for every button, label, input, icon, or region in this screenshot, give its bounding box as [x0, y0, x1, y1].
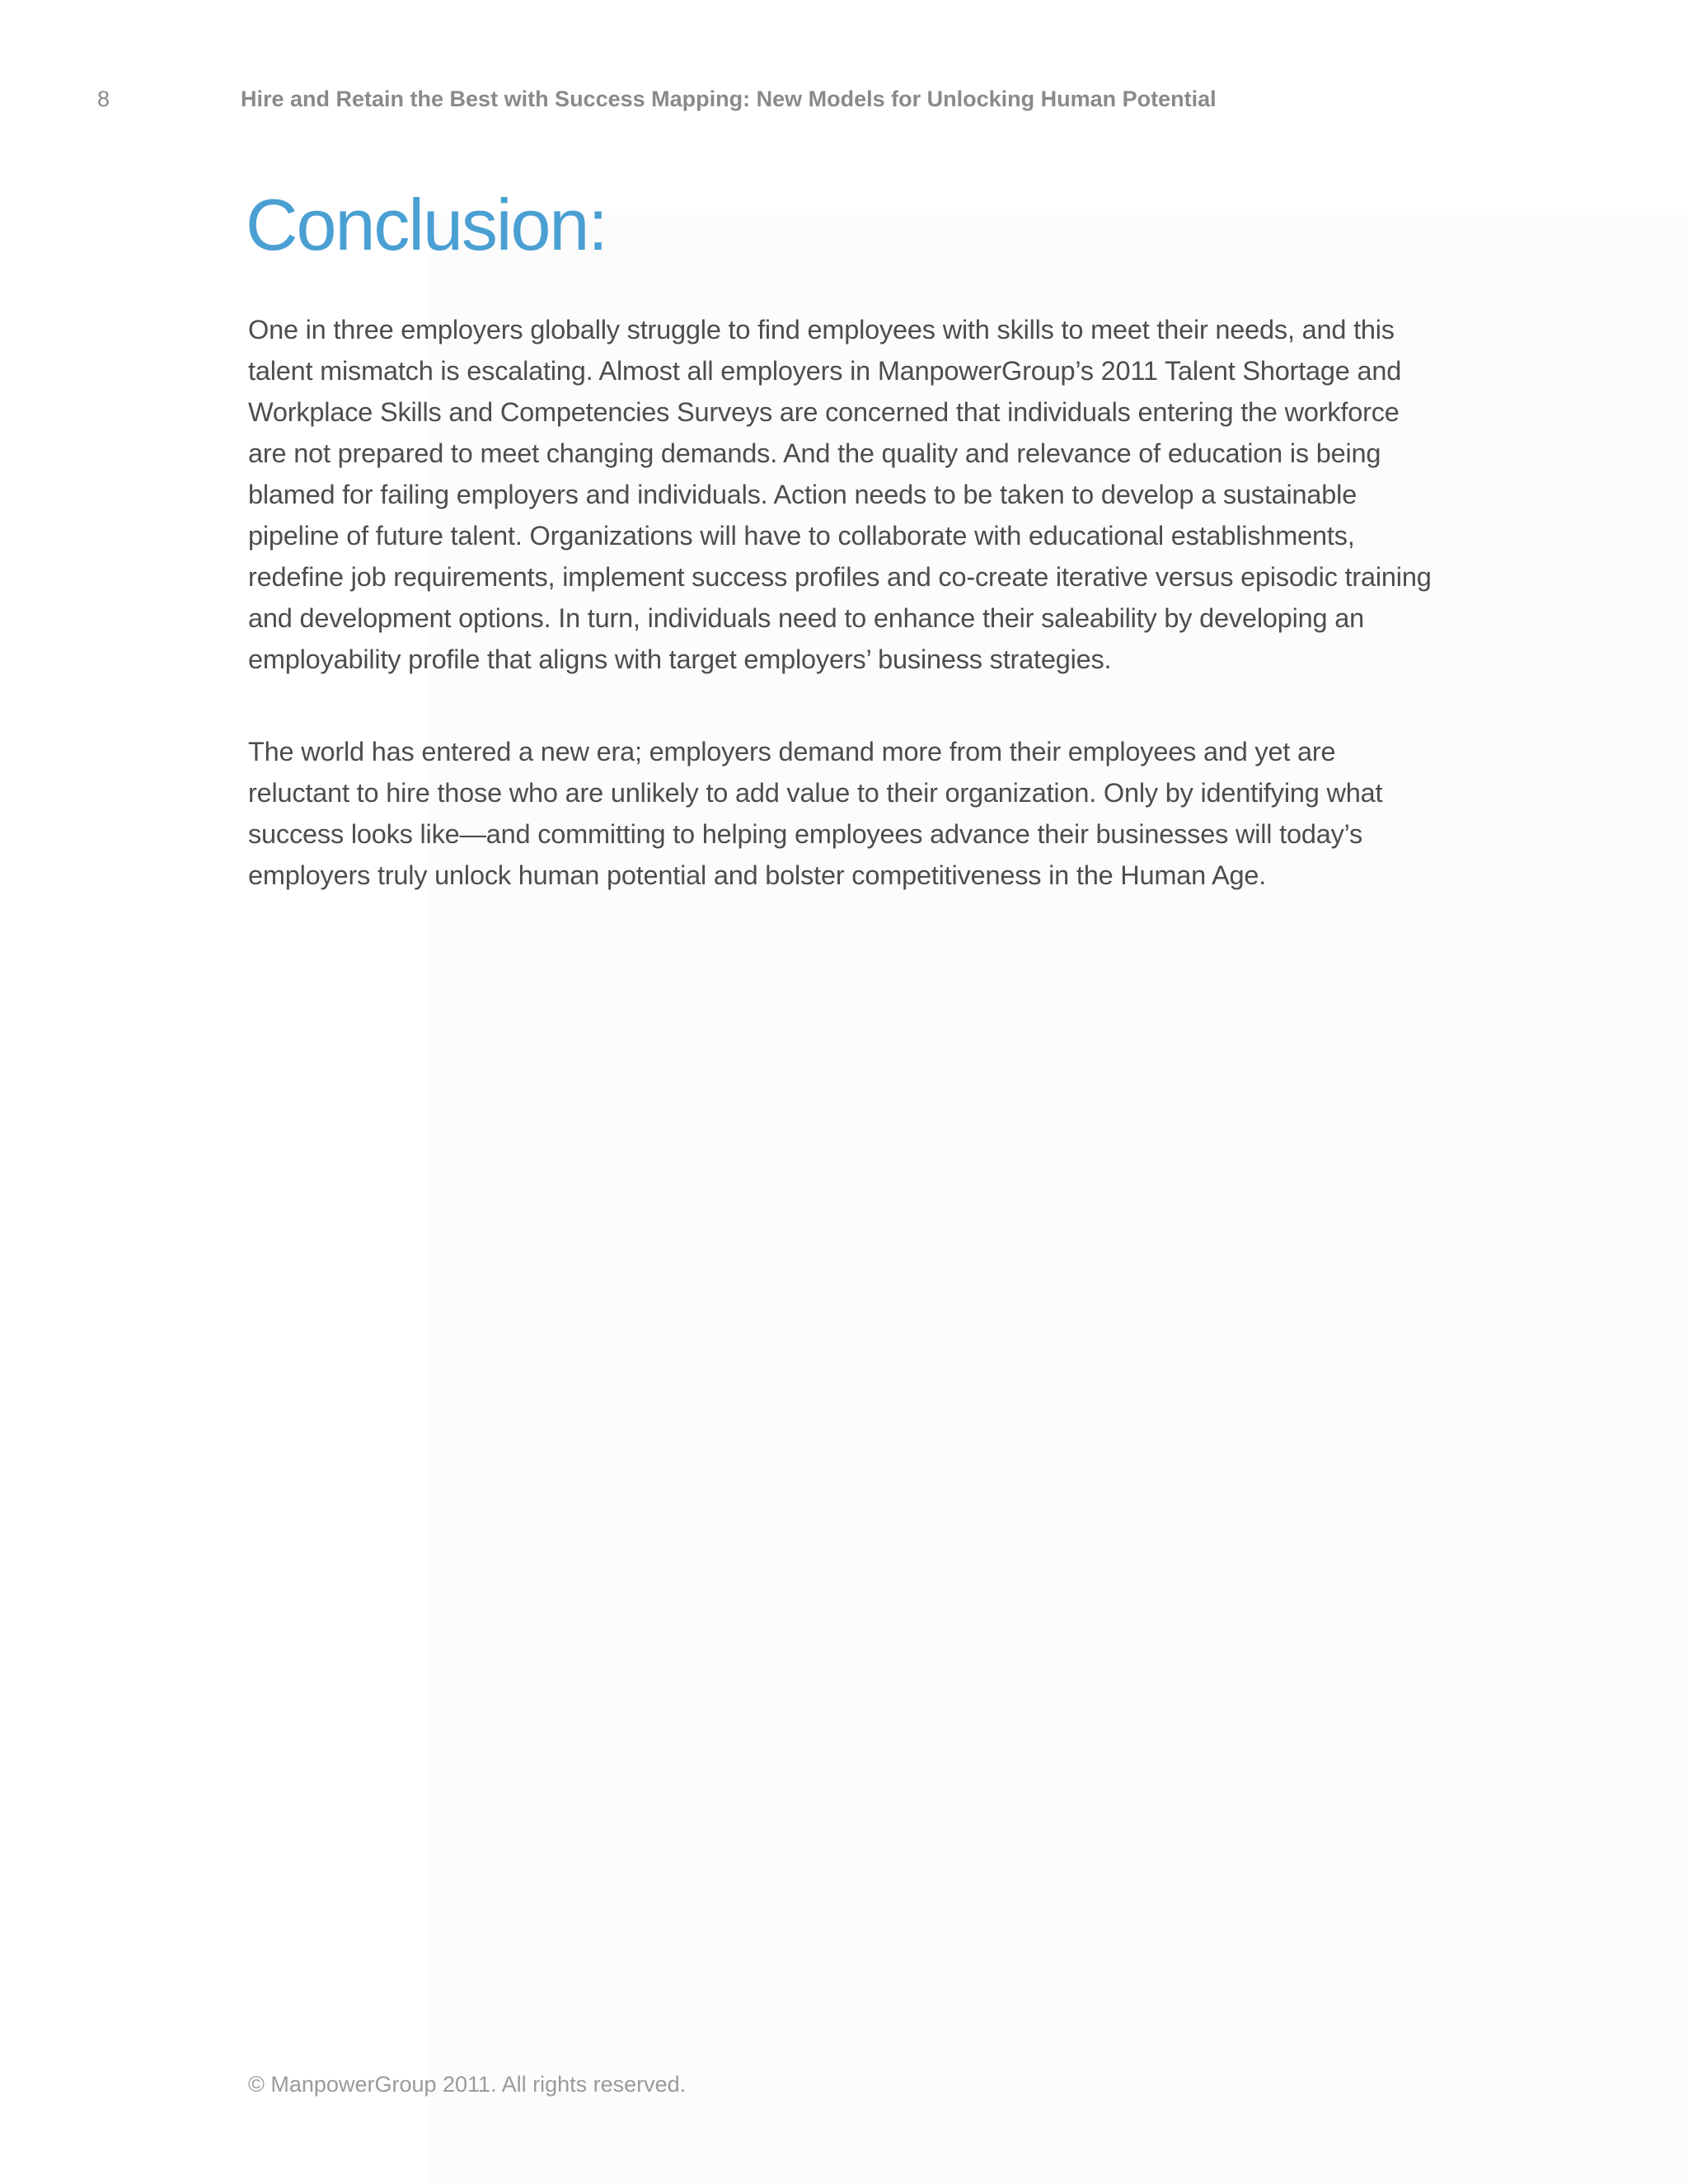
running-header: Hire and Retain the Best with Success Mapping: New Models for Unlocking Human Potential: [241, 87, 1217, 111]
copyright-footer: © ManpowerGroup 2011. All rights reserved.: [248, 2072, 687, 2097]
body-paragraph-1: One in three employers globally struggle to find employees with skills to meet their needs, and this talent mismatch is escalating. Almost all employers in ManpowerGroup’s 2011 Talent Shortage and Workplace Skills and Competencies Surveys are concerned that individuals entering the workforce are not prepared to meet changing demands. And the quality and relevance of education is being blamed for failing employers and individuals. Action needs to be taken to develop a sustainable pipeline of future talent. Organizations will have to collaborate with educational establishments, redefine job requirements, implement success profiles and co-create iterative versus episodic training and development options. In turn, individuals need to enhance their saleability by developing an employability profile that aligns with target employers’ business strategies.: [248, 315, 1432, 674]
section-title: Conclusion:: [246, 184, 607, 265]
page-number: 8: [97, 87, 110, 111]
body-paragraph-2: The world has entered a new era; employers demand more from their employees and yet are reluctant to hire those who are unlikely to add value to their organization. Only by identifying what success looks like—and committing to helping employees advance their businesses will today’s employers truly unlock human potential and bolster competitiveness in the Human Age.: [248, 737, 1383, 890]
